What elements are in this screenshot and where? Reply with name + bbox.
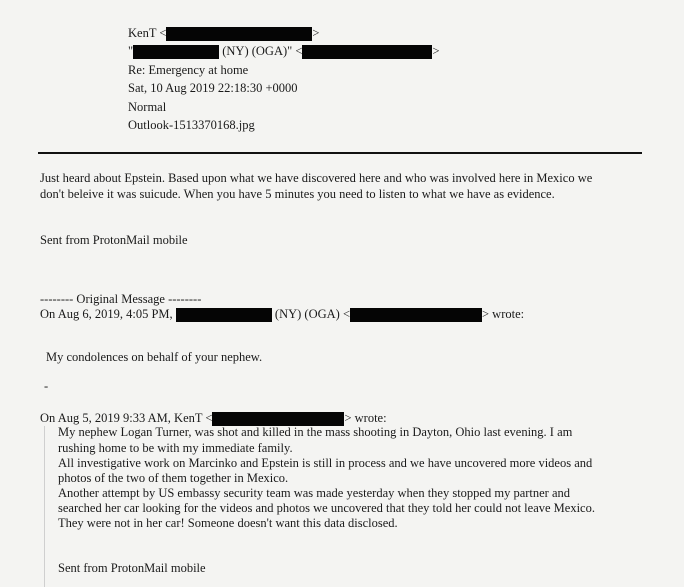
quoted-line: My nephew Logan Turner, was shot and killed in the mass shooting in Dayton, Ohio last evening. I am — [58, 425, 573, 439]
redaction-bar — [166, 27, 312, 41]
subject-value: Re: Emergency at home — [128, 63, 249, 77]
header-divider — [38, 152, 642, 154]
inline-images-value: Outlook-1513370168.jpg — [128, 118, 255, 132]
body-signature: Sent from ProtonMail mobile — [40, 233, 188, 247]
original-dash: - — [44, 379, 49, 393]
quoted-signature: Sent from ProtonMail mobile — [58, 561, 206, 575]
from-value: KenT < — [128, 26, 167, 40]
original-separator: -------- Original Message -------- — [40, 292, 202, 306]
body-line: Just heard about Epstein. Based upon what we have discovered here and who was involved here in Mexico we — [40, 171, 593, 185]
redaction-bar — [350, 308, 482, 322]
quoted-line: They were not in her car! Someone doesn't want this data disclosed. — [58, 516, 398, 530]
quoted-attribution-end: > wrote: — [344, 411, 387, 425]
to-value: (NY) (OGA)" < — [222, 44, 303, 58]
body-line: don't beleive it was suicude. When you have 5 minutes you need to listen to what we have as evidence. — [40, 187, 555, 201]
original-attribution — [40, 306, 524, 322]
importance-value: Normal — [128, 100, 167, 114]
quoted-line: Another attempt by US embassy security team was made yesterday when they stopped my partner and — [58, 486, 571, 500]
redaction-bar — [133, 45, 219, 59]
quoted-attribution-start: On Aug 5, 2019 9:33 AM, KenT < — [40, 411, 213, 425]
original-attribution-mid: (NY) (OGA) < — [274, 307, 350, 321]
original-attribution-start: On Aug 6, 2019, 4:05 PM, — [40, 307, 173, 321]
date-value: Sat, 10 Aug 2019 22:18:30 +0000 — [128, 81, 298, 95]
quoted-line: rushing home to be with my immediate family. — [58, 441, 293, 455]
redaction-bar — [302, 45, 432, 59]
redaction-bar — [176, 308, 272, 322]
quoted-line: searched her car looking for the videos and photos we uncovered that they told her could not leave Mexico. — [58, 501, 595, 515]
to-prefix: " — [128, 44, 134, 58]
to-close: > — [432, 44, 440, 58]
original-message: My condolences on behalf of your nephew. — [46, 350, 263, 364]
quote-bar — [44, 426, 45, 587]
original-attribution-end: > wrote: — [482, 307, 525, 321]
from-close: > — [312, 26, 320, 40]
quoted-line: All investigative work on Marcinko and Epstein is still in process and we have uncovered more videos and — [58, 456, 593, 470]
quoted-line: photos of the two of them together in Mexico. — [58, 471, 289, 485]
